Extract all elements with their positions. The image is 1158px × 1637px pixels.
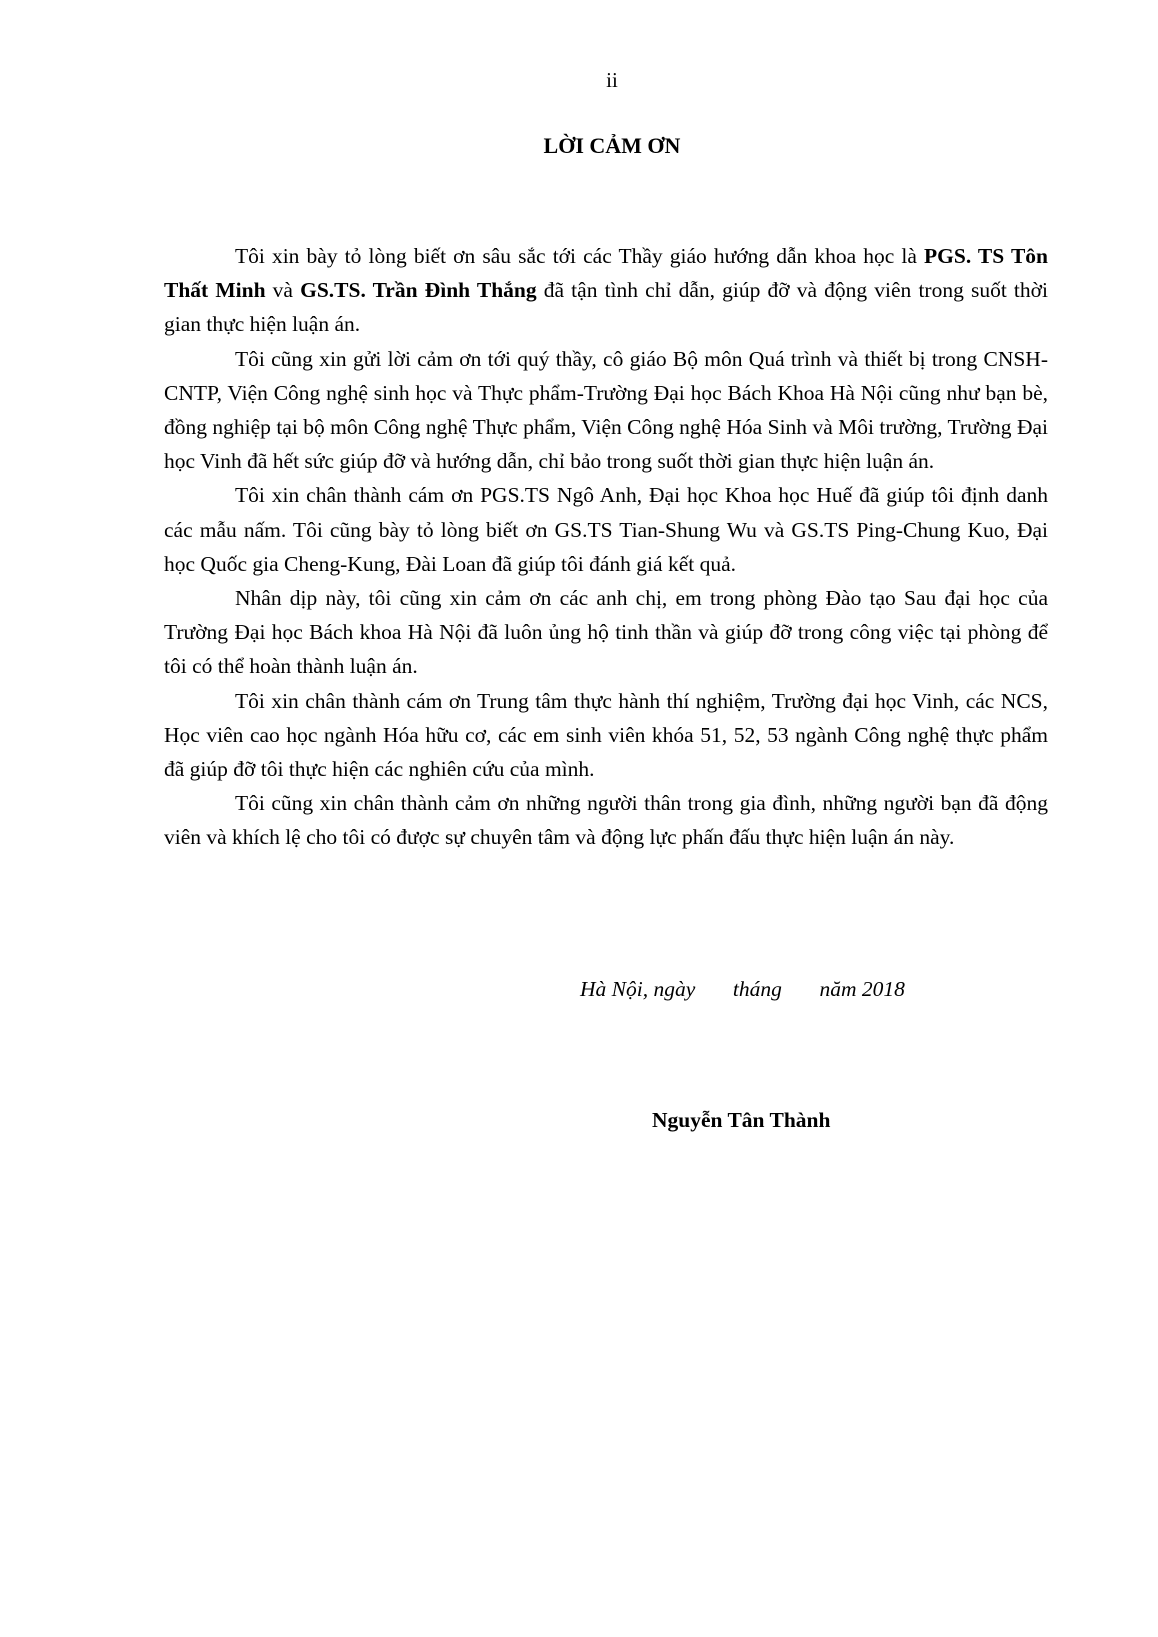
paragraph-2: Tôi cũng xin gửi lời cảm ơn tới quý thầy, cô giáo Bộ môn Quá trình và thiết bị trong CNSH-CNTP, Viện Công nghệ sinh học và Thực phẩm-Trường Đại học Bách Khoa Hà Nội cũng như bạn bè, đồng nghiệp tại bộ môn Công nghệ Thực phẩm, Viện Công nghệ Hóa Sinh và Môi trường, Trường Đại học Vinh đã hết sức giúp đỡ và hướng dẫn, chỉ bảo trong suốt thời gian thực hiện luận án. [164, 346, 1048, 474]
paragraph-3: Tôi xin chân thành cám ơn PGS.TS Ngô Anh, Đại học Khoa học Huế đã giúp tôi định danh các mẫu nấm. Tôi cũng bày tỏ lòng biết ơn GS.TS Tian-Shung Wu và GS.TS Ping-Chung Kuo, Đại học Quốc gia Cheng-Kung, Đài Loan đã giúp tôi đánh giá kết quả. [164, 483, 1048, 576]
signature-date: Hà Nội, ngày tháng năm 2018 [580, 977, 905, 1001]
paragraph-4: Nhân dịp này, tôi cũng xin cảm ơn các anh chị, em trong phòng Đào tạo Sau đại học của Trường Đại học Bách khoa Hà Nội đã luôn ủng hộ tinh thần và giúp đỡ trong công việc tại phòng để tôi có thể hoàn thành luận án. [164, 586, 1048, 679]
paragraph-6: Tôi cũng xin chân thành cảm ơn những người thân trong gia đình, những người bạn đã động viên và khích lệ cho tôi có được sự chuyên tâm và động lực phấn đấu thực hiện luận án này. [164, 791, 1048, 850]
paragraph-1 [164, 239, 1048, 342]
signature-name: Nguyễn Tân Thành [652, 1108, 831, 1132]
paragraph-5: Tôi xin chân thành cám ơn Trung tâm thực hành thí nghiệm, Trường đại học Vinh, các NCS, Học viên cao học ngành Hóa hữu cơ, các em sinh viên khóa 51, 52, 53 ngành Công nghệ thực phẩm đã giúp đỡ tôi thực hiện các nghiên cứu của mình. [164, 688, 1048, 782]
paragraph-1-text-a: Tôi xin bày tỏ lòng biết ơn sâu sắc tới các Thầy giáo hướng dẫn khoa học là [235, 244, 925, 268]
page-number: ii [606, 68, 618, 92]
supervisor-2-name: GS.TS. Trần Đình Thắng [300, 278, 537, 303]
page-title: LỜI CẢM ƠN [543, 133, 681, 158]
supervisor-1-name: PGS. TS Tôn Thất Minh [164, 244, 1048, 303]
acknowledgement-body [164, 239, 1048, 855]
paragraph-1-text-c: và [265, 278, 301, 303]
paragraph-1-text-e: đã tận tình chỉ dẫn, giúp đỡ và động viên trong suốt thời gian thực hiện luận án. [164, 278, 1048, 337]
